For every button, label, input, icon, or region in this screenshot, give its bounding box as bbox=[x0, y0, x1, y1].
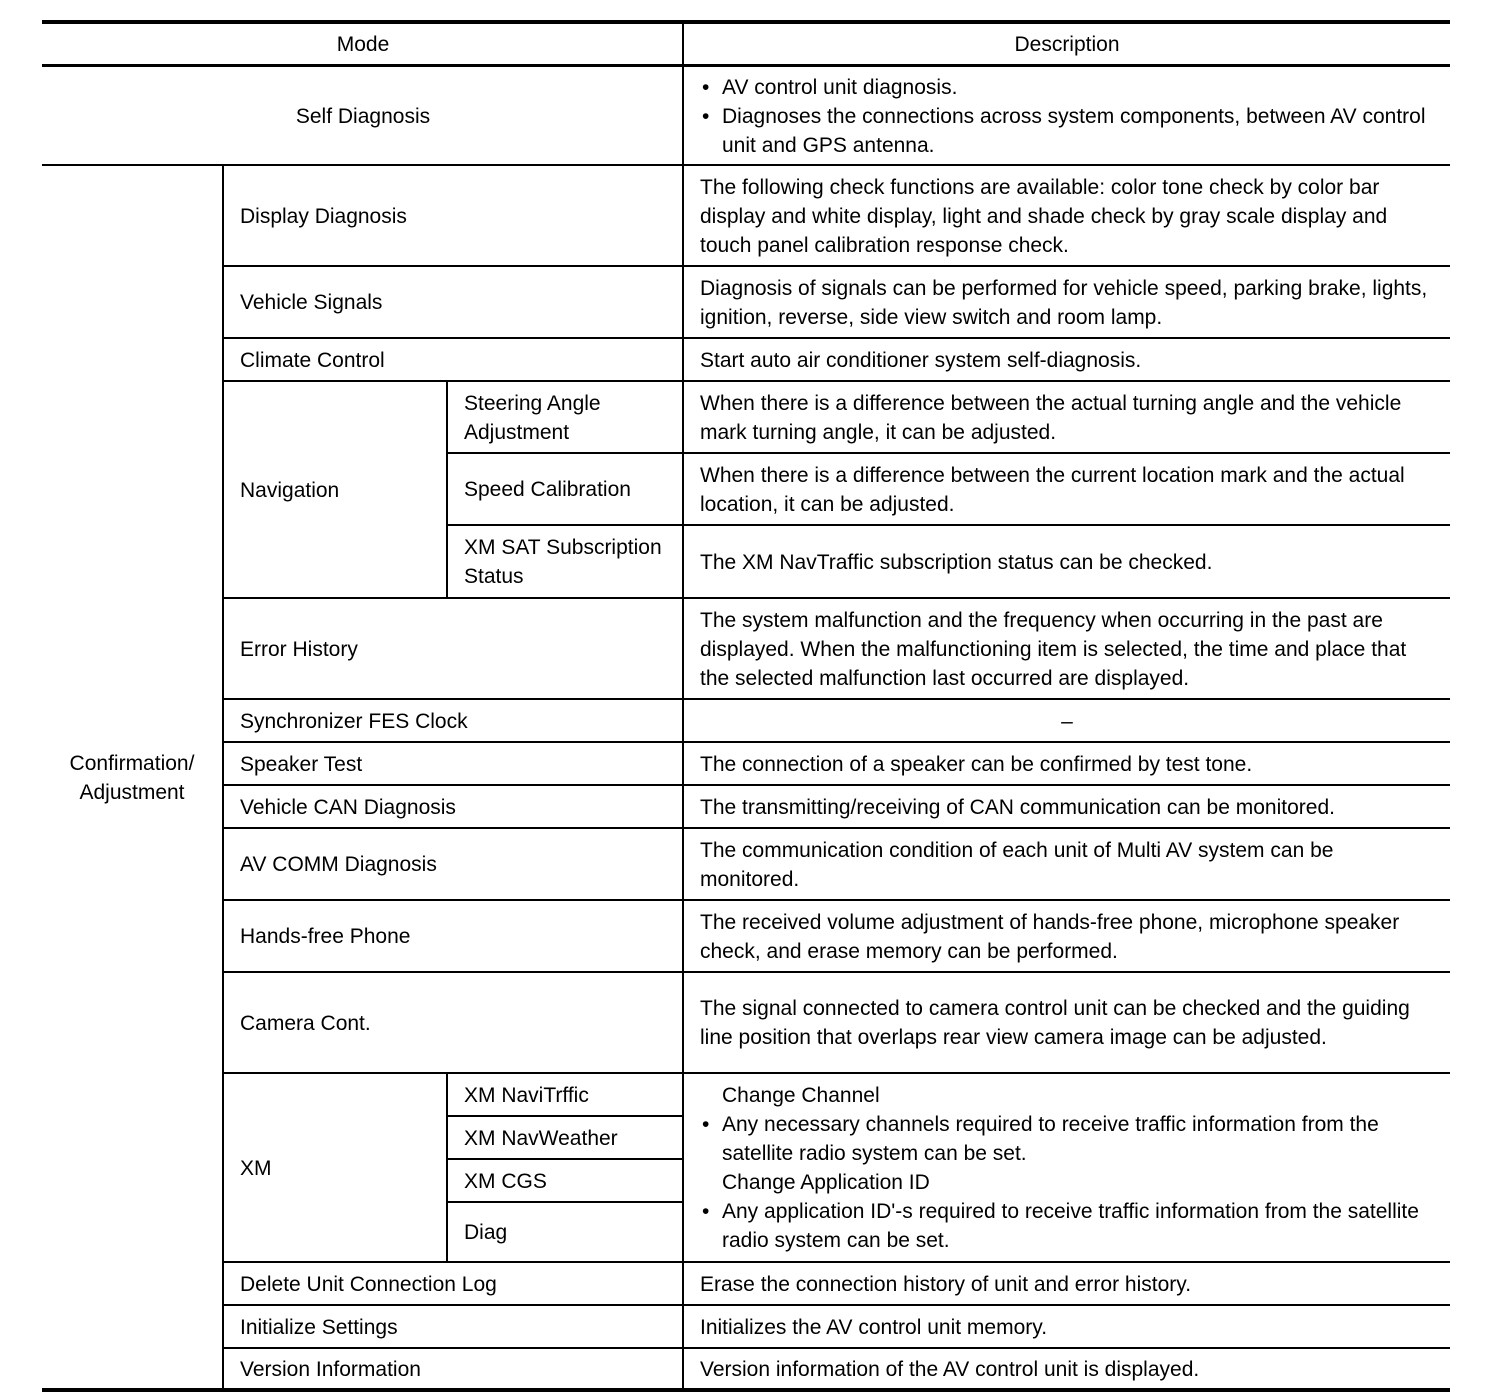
desc-climate-control bbox=[682, 337, 1450, 381]
mode-label: Display Diagnosis bbox=[240, 204, 407, 228]
mode-label: Speaker Test bbox=[240, 752, 363, 776]
mode-label: XM CGS bbox=[464, 1169, 547, 1193]
mode-camera-cont bbox=[222, 971, 684, 1073]
desc-text: Diagnosis of signals can be performed for vehicle speed, parking brake, lights, ignition, reverse, side view switch and room lamp. bbox=[700, 276, 1428, 329]
mode-synchronizer bbox=[222, 698, 684, 742]
desc-text: The connection of a speaker can be confirmed by test tone. bbox=[700, 752, 1253, 776]
mode-label: Synchronizer FES Clock bbox=[240, 709, 468, 733]
self-diagnosis-desc bbox=[682, 64, 1450, 165]
mode-label: Diag bbox=[464, 1221, 508, 1244]
mode-label: XM NaviTrffic bbox=[464, 1083, 589, 1107]
desc-steering-angle bbox=[682, 380, 1450, 453]
desc-camera-cont bbox=[682, 971, 1450, 1073]
mode-steering-angle bbox=[446, 380, 684, 453]
mode-label: Vehicle Signals bbox=[240, 291, 383, 314]
mode-xm bbox=[222, 1072, 448, 1262]
desc-text: – bbox=[1061, 709, 1073, 733]
desc-delete-log bbox=[682, 1261, 1450, 1305]
mode-xm-navitraffic bbox=[446, 1072, 684, 1116]
group-label: Confirmation/ Adjustment bbox=[69, 752, 195, 804]
mode-label: Initialize Settings bbox=[240, 1315, 398, 1339]
desc-heading: Change Channel bbox=[722, 1084, 880, 1107]
mode-display-diagnosis bbox=[222, 164, 684, 266]
mode-xm-sat-subscription bbox=[446, 524, 684, 598]
mode-label: Steering Angle Adjustment bbox=[464, 391, 601, 444]
desc-vehicle-can bbox=[682, 784, 1450, 828]
mode-xm-cgs bbox=[446, 1158, 684, 1202]
mode-vehicle-can bbox=[222, 784, 684, 828]
mode-label: Camera Cont. bbox=[240, 1011, 371, 1035]
mode-label: Navigation bbox=[240, 478, 340, 502]
desc-text: Version information of the AV control unit is displayed. bbox=[700, 1357, 1200, 1381]
desc-text: The XM NavTraffic subscription status can be checked. bbox=[700, 550, 1213, 574]
mode-label: Delete Unit Connection Log bbox=[240, 1272, 497, 1296]
desc-initialize bbox=[682, 1304, 1450, 1348]
desc-error-history bbox=[682, 597, 1450, 699]
desc-text: The communication condition of each unit of Multi AV system can be monitored. bbox=[700, 838, 1334, 891]
mode-label: Error History bbox=[240, 637, 358, 661]
mode-label: Speed Calibration bbox=[464, 478, 631, 501]
mode-label: XM SAT Subscription Status bbox=[464, 536, 662, 588]
bullet-item: • Diagnoses the connections across system components, between AV control unit and GPS antenna. bbox=[700, 102, 1434, 160]
mode-vehicle-signals bbox=[222, 265, 684, 338]
mode-label: Vehicle CAN Diagnosis bbox=[240, 795, 456, 819]
desc-av-comm bbox=[682, 827, 1450, 900]
mode-xm-diag bbox=[446, 1201, 684, 1262]
self-diagnosis-mode bbox=[42, 64, 684, 165]
desc-text: The transmitting/receiving of CAN communication can be monitored. bbox=[700, 795, 1335, 819]
mode-initialize bbox=[222, 1304, 684, 1348]
mode-version bbox=[222, 1347, 684, 1389]
bullet-item: • Any necessary channels required to receive traffic information from the satellite radio system can be set. bbox=[700, 1110, 1434, 1168]
bullet-item: • AV control unit diagnosis. bbox=[700, 73, 1434, 102]
mode-delete-log bbox=[222, 1261, 684, 1305]
header-description bbox=[682, 20, 1450, 65]
header-mode bbox=[42, 20, 684, 65]
desc-speaker-test bbox=[682, 741, 1450, 785]
desc-hands-free bbox=[682, 899, 1450, 972]
mode-navigation bbox=[222, 380, 448, 598]
desc-text: When there is a difference between the current location mark and the actual location, it can be adjusted. bbox=[700, 463, 1405, 516]
mode-error-history bbox=[222, 597, 684, 699]
group-confirmation-adjustment bbox=[42, 164, 222, 1390]
mode-label: Hands-free Phone bbox=[240, 925, 411, 948]
desc-text: Erase the connection history of unit and error history. bbox=[700, 1272, 1192, 1296]
mode-speaker-test bbox=[222, 741, 684, 785]
table-bottom-rule bbox=[42, 1388, 1450, 1392]
mode-label: XM NavWeather bbox=[464, 1126, 618, 1150]
mode-hands-free bbox=[222, 899, 684, 972]
desc-text: The received volume adjustment of hands-free phone, microphone speaker check, and erase memory can be performed. bbox=[700, 910, 1400, 963]
desc-text: Initializes the AV control unit memory. bbox=[700, 1315, 1048, 1339]
desc-text: The signal connected to camera control unit can be checked and the guiding line position that overlaps rear view camera image can be adjusted. bbox=[700, 997, 1410, 1049]
desc-version bbox=[682, 1347, 1450, 1389]
mode-label: Version Information bbox=[240, 1357, 421, 1381]
desc-speed-calibration bbox=[682, 452, 1450, 525]
desc-text: The system malfunction and the frequency when occurring in the past are displayed. When the malfunctioning item is selected, the time and place that the selected malfunction last occurred are displayed. bbox=[700, 608, 1407, 690]
desc-xm bbox=[682, 1072, 1450, 1262]
bullet-item: • Any application ID'-s required to receive traffic information from the satellite radio system can be set. bbox=[700, 1197, 1434, 1255]
mode-label: Climate Control bbox=[240, 348, 385, 372]
mode-label: Self Diagnosis bbox=[295, 104, 431, 128]
mode-label: AV COMM Diagnosis bbox=[240, 853, 437, 876]
mode-climate-control bbox=[222, 337, 684, 381]
mode-xm-navweather bbox=[446, 1115, 684, 1159]
desc-text: Start auto air conditioner system self-diagnosis. bbox=[700, 348, 1142, 372]
mode-av-comm bbox=[222, 827, 684, 900]
desc-vehicle-signals bbox=[682, 265, 1450, 338]
mode-speed-calibration bbox=[446, 452, 684, 525]
header-description-label: Description bbox=[1014, 33, 1120, 56]
header-mode-label: Mode bbox=[336, 33, 390, 56]
desc-text: When there is a difference between the actual turning angle and the vehicle mark turning angle, it can be adjusted. bbox=[700, 391, 1402, 444]
desc-display-diagnosis bbox=[682, 164, 1450, 266]
desc-heading: Change Application ID bbox=[722, 1171, 930, 1194]
desc-xm-sat-subscription bbox=[682, 524, 1450, 598]
mode-label: XM bbox=[240, 1156, 272, 1180]
desc-synchronizer bbox=[682, 698, 1450, 742]
desc-text: The following check functions are available: color tone check by color bar display and white display, light and shade check by gray scale display and touch panel calibration response check. bbox=[700, 175, 1388, 257]
